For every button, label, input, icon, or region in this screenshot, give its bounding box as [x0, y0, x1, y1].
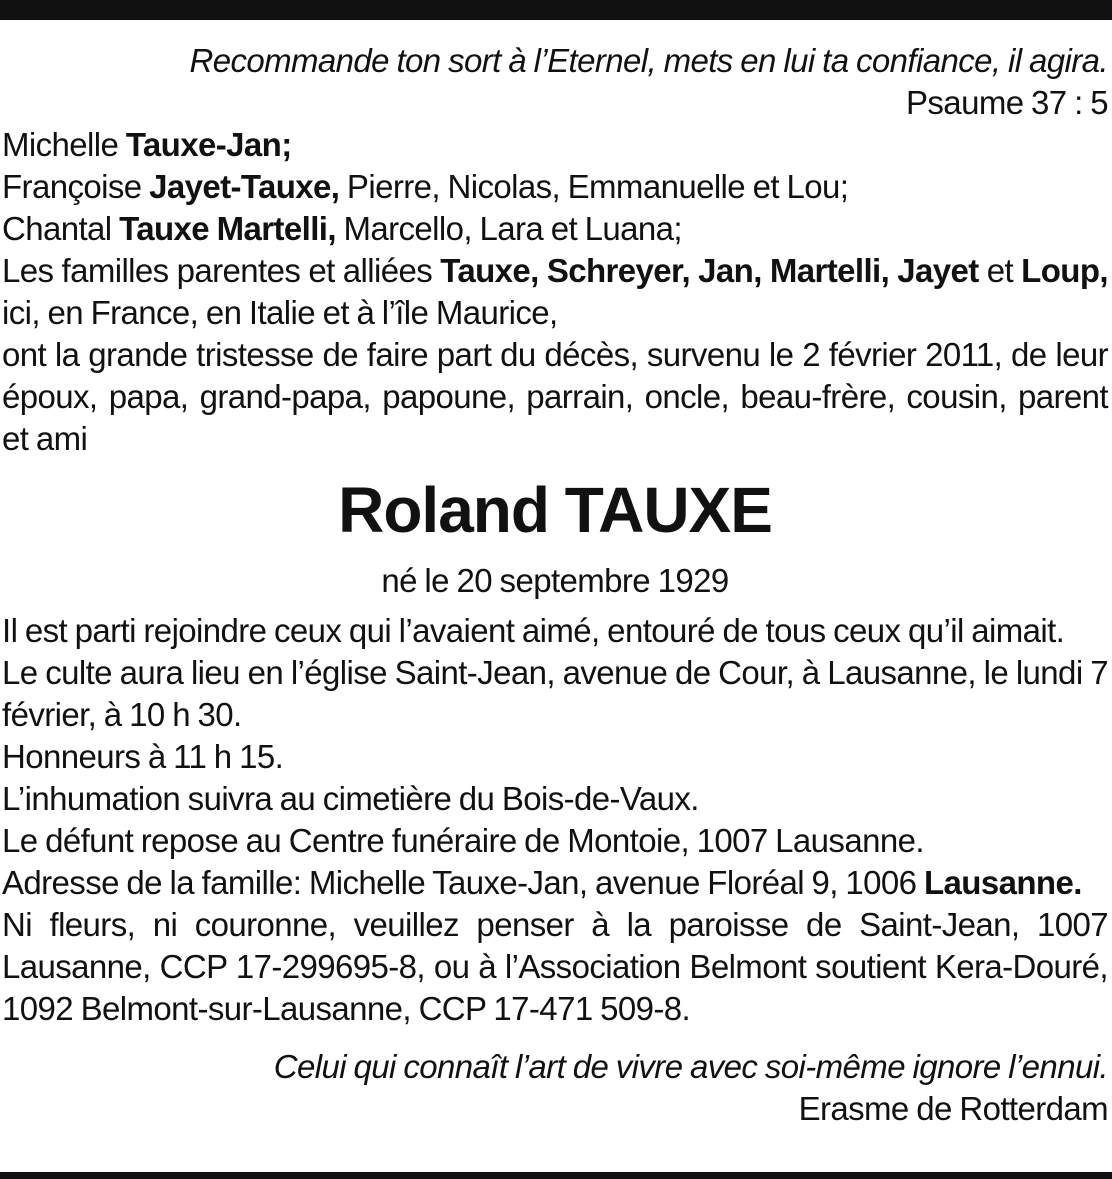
paragraph-honours: Honneurs à 11 h 15. [2, 738, 284, 775]
family-line-2-prefix: Françoise [2, 168, 150, 205]
family-line-4-conjunction: et [978, 252, 1022, 289]
announcement-text: ont la grande tristesse de faire part du décès, survenu le 2 février 2011, de leur époux, papa, grand-papa, papoune, parrain, oncle, beau-frère, cousin, parent et ami [2, 336, 1108, 457]
obituary-notice [2, 40, 1108, 1130]
family-line-2 [2, 166, 1108, 208]
family-line-4-prefix: Les familles parentes et alliées [2, 252, 441, 289]
paragraph-departure: Il est parti rejoindre ceux qui l’avaient aimé, entouré de tous ceux qu’il aimait. [2, 612, 1065, 649]
paragraph-service: Le culte aura lieu en l’église Saint-Jean, avenue de Cour, à Lausanne, le lundi 7 février, à 10 h 30. [2, 654, 1108, 733]
paragraph-donations: Ni fleurs, ni couronne, veuillez penser à la paroisse de Saint-Jean, 1007 Lausanne, CCP 17-299695-8, ou à l’Association Belmont soutient Kera-Douré, 1092 Belmont-sur-Lausanne, CCP 17-471 509-8. [2, 906, 1108, 1027]
paragraph-burial: L’inhumation suivra au cimetière du Bois-de-Vaux. [2, 780, 699, 817]
epigraph-top-quote: Recommande ton sort à l’Eternel, mets en lui ta confiance, il agira. [189, 42, 1108, 79]
family-line-2-rest: Pierre, Nicolas, Emmanuelle et Lou; [339, 168, 849, 205]
epigraph-bottom-quote: Celui qui connaît l’art de vivre avec soi-même ignore l’ennui. [273, 1048, 1108, 1085]
deceased-name: Roland TAUXE [338, 474, 772, 546]
bottom-rule [0, 1172, 1112, 1179]
family-line-2-name: Jayet-Tauxe, [149, 168, 340, 205]
birth-date: né le 20 septembre 1929 [381, 562, 729, 599]
epigraph-top-source: Psaume 37 : 5 [906, 84, 1108, 121]
family-line-1 [2, 124, 1108, 166]
epigraph-bottom-source: Erasme de Rotterdam [798, 1090, 1108, 1127]
family-line-1-name: Tauxe-Jan; [125, 126, 292, 163]
family-line-4-name-loup: Loup, [1021, 252, 1108, 289]
paragraph-repose: Le défunt repose au Centre funéraire de Montoie, 1007 Lausanne. [2, 822, 924, 859]
top-rule [0, 0, 1112, 20]
family-line-4 [2, 250, 1108, 334]
family-line-3 [2, 208, 1108, 250]
family-line-3-rest: Marcello, Lara et Luana; [335, 210, 682, 247]
family-line-4-names: Tauxe, Schreyer, Jan, Martelli, Jayet [440, 252, 979, 289]
family-line-3-prefix: Chantal [2, 210, 120, 247]
family-address-city: Lausanne. [924, 864, 1082, 901]
family-address-text: Adresse de la famille: Michelle Tauxe-Jan, avenue Floréal 9, 1006 [2, 864, 924, 901]
family-line-1-prefix: Michelle [2, 126, 126, 163]
family-line-3-name: Tauxe Martelli, [119, 210, 336, 247]
paragraph-family-address [2, 862, 1108, 904]
family-line-4-rest: ici, en France, en Italie et à l’île Maurice, [2, 294, 558, 331]
